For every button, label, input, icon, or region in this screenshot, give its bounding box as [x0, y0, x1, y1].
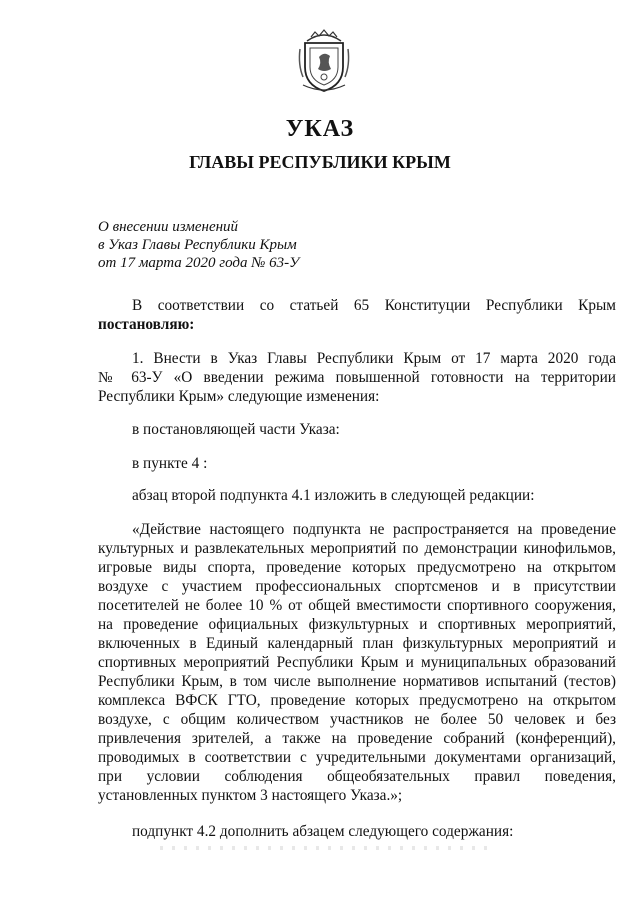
subpoint-line: подпункт 4.2 дополнить абзацем следующего содержания:	[132, 823, 514, 840]
item1-line-1: 1. Внести в Указ Главы Республики Крым от 17 марта 2020 года	[132, 350, 616, 367]
crimea-coat-of-arms-icon	[297, 27, 351, 95]
quote-line: включенных в Единый календарный план физкультурных мероприятий и	[98, 635, 616, 652]
quote-line: Республики Крым, в том числе выполнение нормативов испытаний (тестов)	[98, 673, 616, 690]
quote-line: проводимых в соответствии с учредительными документами организаций,	[98, 749, 616, 766]
reference-line-1: О внесении изменений	[98, 219, 239, 235]
quote-line: установленных пунктом 3 настоящего Указа.»;	[98, 787, 403, 804]
quote-line: привлечения зрителей, а также на проведение собраний (конференций),	[98, 730, 616, 747]
part-line: в постановляющей части Указа:	[132, 421, 340, 438]
quote-line: «Действие настоящего подпункта не распространяется на проведение	[132, 521, 616, 538]
document-title: УКАЗ	[285, 116, 355, 142]
quote-line: при условии соблюдения общеобязательных правил поведения,	[98, 768, 616, 785]
quote-line: комплекса ВФСК ГТО, проведение которых предусмотрено на открытом	[98, 692, 616, 709]
preamble-decree: постановляю:	[98, 316, 195, 333]
quote-line: посетителей не более 10 % от общей вместимости спортивного сооружения,	[98, 597, 616, 614]
preamble-text: В соответствии со статьей 65 Конституции Республики Крым	[132, 297, 616, 314]
quote-line: культурных и развлекательных мероприятий по демонстрации кинофильмов,	[98, 540, 616, 557]
item1-line-2: № 63-У «О введении режима повышенной готовности на территории	[98, 369, 616, 386]
point-line: в пункте 4 :	[132, 455, 208, 472]
paragraph-line: абзац второй подпункта 4.1 изложить в следующей редакции:	[132, 487, 535, 504]
reference-line-3: от 17 марта 2020 года № 63-У	[98, 255, 300, 271]
quote-line: спортивных мероприятий Республики Крым и муниципальных образований	[98, 654, 616, 671]
quote-line: на проведение официальных физкультурных и спортивных мероприятий,	[98, 616, 616, 633]
quote-line: игровые виды спорта, проведение которых предусмотрено на открытом	[98, 559, 616, 576]
faint-next-line	[160, 846, 490, 850]
item1-line-3: Республики Крым» следующие изменения:	[98, 388, 380, 405]
reference-line-2: в Указ Главы Республики Крым	[98, 237, 297, 253]
document-subtitle: ГЛАВЫ РЕСПУБЛИКИ КРЫМ	[189, 152, 451, 172]
quote-line: воздухе с участием профессиональных спортсменов и в присутствии	[98, 578, 616, 595]
quote-line: воздухе, с общим количеством участников не более 50 человек и без	[98, 711, 616, 728]
